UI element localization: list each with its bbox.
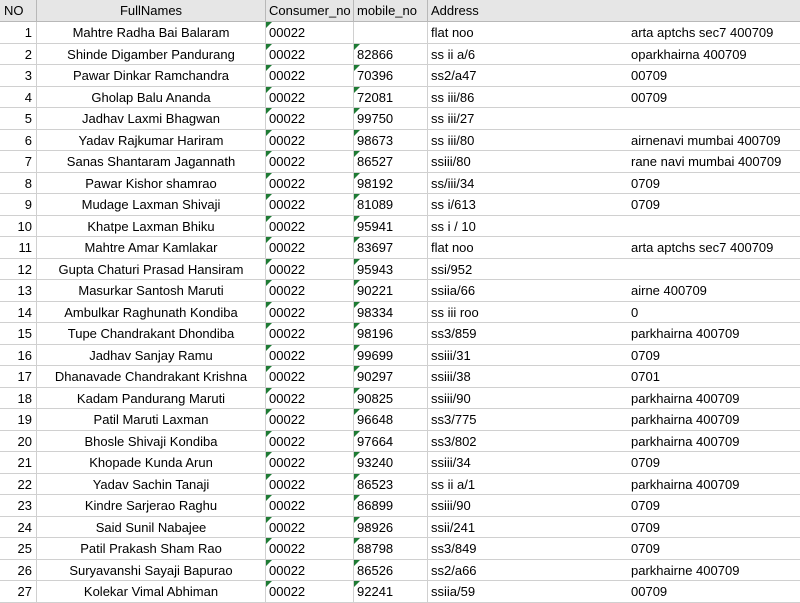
number-as-text-warning-icon: [266, 431, 272, 437]
consumer-no-cell[interactable]: [266, 366, 354, 388]
number-as-text-warning-icon: [354, 130, 360, 136]
row-number-cell[interactable]: 24: [0, 517, 37, 539]
consumer-no-text: 00022: [269, 584, 306, 599]
row-number-cell[interactable]: 26: [0, 560, 37, 582]
address-end-text: 0709: [631, 175, 660, 191]
row-number-cell[interactable]: 9: [0, 194, 37, 216]
address-cell[interactable]: [428, 302, 800, 324]
address-cell[interactable]: [428, 280, 800, 302]
fullname-cell[interactable]: Yadav Sachin Tanaji: [37, 474, 266, 496]
address-start-text: ssiii/34: [431, 455, 471, 470]
address-cell[interactable]: [428, 345, 800, 367]
row-number-cell[interactable]: 20: [0, 431, 37, 453]
number-as-text-warning-icon: [354, 173, 360, 179]
mobile-no-cell[interactable]: [354, 581, 428, 603]
consumer-no-text: 00022: [269, 498, 306, 513]
number-as-text-warning-icon: [354, 452, 360, 458]
fullname-cell[interactable]: Yadav Rajkumar Hariram: [37, 130, 266, 152]
address-start-text: ssiii/80: [431, 154, 471, 169]
address-cell[interactable]: [428, 65, 800, 87]
consumer-no-text: 00022: [269, 111, 306, 126]
fullname-cell[interactable]: Kadam Pandurang Maruti: [37, 388, 266, 410]
consumer-no-text: 00022: [269, 541, 306, 556]
address-cell[interactable]: [428, 194, 800, 216]
address-end-text: 0709: [631, 519, 660, 535]
mobile-no-text: 86899: [357, 498, 394, 513]
address-end-text: 0701: [631, 369, 660, 384]
consumer-no-cell[interactable]: [266, 280, 354, 302]
number-as-text-warning-icon: [266, 130, 272, 136]
address-cell[interactable]: [428, 237, 800, 259]
consumer-no-cell[interactable]: [266, 495, 354, 517]
number-as-text-warning-icon: [266, 44, 272, 50]
consumer-no-cell[interactable]: [266, 581, 354, 603]
fullname-cell[interactable]: Tupe Chandrakant Dhondiba: [37, 323, 266, 345]
mobile-no-text: 82866: [357, 46, 394, 62]
mobile-no-text: 96648: [357, 412, 394, 427]
consumer-no-cell[interactable]: [266, 452, 354, 474]
mobile-no-cell[interactable]: [354, 388, 428, 410]
consumer-no-cell[interactable]: [266, 302, 354, 324]
address-cell[interactable]: [428, 44, 800, 66]
consumer-no-text: 00022: [269, 326, 306, 341]
mobile-no-cell[interactable]: [354, 409, 428, 431]
consumer-no-cell[interactable]: [266, 108, 354, 130]
mobile-no-text: 93240: [357, 455, 394, 470]
address-start-text: ss2/a66: [431, 562, 477, 578]
address-end-text: 0709: [631, 455, 660, 470]
consumer-no-cell[interactable]: [266, 22, 354, 44]
address-start-text: ss3/859: [431, 326, 477, 341]
number-as-text-warning-icon: [266, 151, 272, 157]
fullname-cell[interactable]: Pawar Dinkar Ramchandra: [37, 65, 266, 87]
number-as-text-warning-icon: [266, 323, 272, 329]
mobile-no-text: 97664: [357, 433, 394, 449]
consumer-no-text: 00022: [269, 304, 306, 320]
mobile-no-cell[interactable]: [354, 173, 428, 195]
number-as-text-warning-icon: [266, 495, 272, 501]
number-as-text-warning-icon: [266, 517, 272, 523]
address-end-text: 0709: [631, 498, 660, 513]
consumer-no-cell[interactable]: [266, 517, 354, 539]
address-cell[interactable]: [428, 173, 800, 195]
mobile-no-text: 86527: [357, 154, 394, 169]
address-start-text: ssi/952: [431, 261, 473, 277]
mobile-no-text: 95941: [357, 218, 394, 234]
number-as-text-warning-icon: [354, 345, 360, 351]
address-start-text: ssiia/59: [431, 584, 476, 599]
consumer-no-cell[interactable]: [266, 259, 354, 281]
consumer-no-text: 00022: [269, 412, 306, 427]
address-end-text: arta aptchs sec7 400709: [631, 240, 774, 255]
mobile-no-cell[interactable]: [354, 87, 428, 109]
address-end-text: oparkhairna 400709: [631, 46, 747, 62]
consumer-no-cell[interactable]: [266, 194, 354, 216]
row-number-cell[interactable]: 11: [0, 237, 37, 259]
consumer-no-cell[interactable]: [266, 538, 354, 560]
address-end-text: arta aptchs sec7 400709: [631, 25, 774, 40]
number-as-text-warning-icon: [354, 216, 360, 222]
number-as-text-warning-icon: [354, 108, 360, 114]
number-as-text-warning-icon: [266, 409, 272, 415]
address-start-text: ss ii a/6: [431, 46, 476, 62]
number-as-text-warning-icon: [354, 280, 360, 286]
address-start-text: ss i/613: [431, 197, 476, 212]
number-as-text-warning-icon: [354, 302, 360, 308]
address-cell[interactable]: [428, 388, 800, 410]
consumer-no-text: 00022: [269, 390, 306, 406]
fullname-cell[interactable]: Sanas Shantaram Jagannath: [37, 151, 266, 173]
address-start-text: ss3/849: [431, 541, 477, 556]
number-as-text-warning-icon: [354, 194, 360, 200]
consumer-no-text: 00022: [269, 46, 306, 62]
fullname-cell[interactable]: Masurkar Santosh Maruti: [37, 280, 266, 302]
number-as-text-warning-icon: [354, 259, 360, 265]
mobile-no-text: 98334: [357, 304, 394, 320]
mobile-no-text: 81089: [357, 197, 394, 212]
number-as-text-warning-icon: [354, 151, 360, 157]
fullname-cell[interactable]: Said Sunil Nabajee: [37, 517, 266, 539]
row-number-cell[interactable]: 8: [0, 173, 37, 195]
mobile-no-cell[interactable]: [354, 280, 428, 302]
row-number-cell[interactable]: 12: [0, 259, 37, 281]
number-as-text-warning-icon: [266, 452, 272, 458]
number-as-text-warning-icon: [266, 388, 272, 394]
fullname-cell[interactable]: Kindre Sarjerao Raghu: [37, 495, 266, 517]
consumer-no-cell[interactable]: [266, 388, 354, 410]
address-end-text: 00709: [631, 68, 668, 83]
mobile-no-cell[interactable]: [354, 259, 428, 281]
address-end-text: airnenavi mumbai 400709: [631, 132, 781, 148]
address-start-text: ss ii a/1: [431, 476, 476, 492]
number-as-text-warning-icon: [266, 366, 272, 372]
row-number-cell[interactable]: 16: [0, 345, 37, 367]
row-number-cell[interactable]: 14: [0, 302, 37, 324]
number-as-text-warning-icon: [354, 517, 360, 523]
mobile-no-text: 98196: [357, 326, 394, 341]
mobile-no-text: 90221: [357, 283, 394, 298]
mobile-no-cell[interactable]: [354, 108, 428, 130]
fullname-cell[interactable]: Mudage Laxman Shivaji: [37, 194, 266, 216]
address-start-text: ss iii roo: [431, 304, 479, 320]
mobile-no-cell[interactable]: [354, 345, 428, 367]
number-as-text-warning-icon: [266, 216, 272, 222]
mobile-no-cell[interactable]: [354, 44, 428, 66]
consumer-no-text: 00022: [269, 433, 306, 449]
row-number-cell[interactable]: 25: [0, 538, 37, 560]
mobile-no-text: 70396: [357, 68, 394, 83]
address-cell[interactable]: [428, 560, 800, 582]
number-as-text-warning-icon: [266, 345, 272, 351]
number-as-text-warning-icon: [266, 538, 272, 544]
fullname-cell[interactable]: Shinde Digamber Pandurang: [37, 44, 266, 66]
consumer-no-text: 00022: [269, 175, 306, 191]
address-end-text: parkhairna 400709: [631, 412, 740, 427]
number-as-text-warning-icon: [266, 65, 272, 71]
address-end-text: parkhairne 400709: [631, 562, 740, 578]
row-number-cell[interactable]: 18: [0, 388, 37, 410]
address-cell[interactable]: [428, 323, 800, 345]
number-as-text-warning-icon: [266, 87, 272, 93]
row-number-cell[interactable]: 13: [0, 280, 37, 302]
mobile-no-cell[interactable]: [354, 194, 428, 216]
fullname-cell[interactable]: Suryavanshi Sayaji Bapurao: [37, 560, 266, 582]
address-start-text: ssiia/66: [431, 283, 476, 298]
row-number-cell[interactable]: 4: [0, 87, 37, 109]
number-as-text-warning-icon: [354, 560, 360, 566]
mobile-no-cell[interactable]: [354, 65, 428, 87]
number-as-text-warning-icon: [266, 259, 272, 265]
number-as-text-warning-icon: [266, 280, 272, 286]
consumer-no-cell[interactable]: [266, 173, 354, 195]
consumer-no-text: 00022: [269, 519, 306, 535]
address-end-text: 0709: [631, 541, 660, 556]
consumer-no-cell[interactable]: [266, 560, 354, 582]
fullname-cell[interactable]: Jadhav Laxmi Bhagwan: [37, 108, 266, 130]
consumer-no-cell[interactable]: [266, 409, 354, 431]
fullname-cell[interactable]: Pawar Kishor shamrao: [37, 173, 266, 195]
mobile-no-cell[interactable]: [354, 323, 428, 345]
consumer-no-cell[interactable]: [266, 44, 354, 66]
number-as-text-warning-icon: [266, 173, 272, 179]
column-header-consumer-no[interactable]: Consumer_no: [266, 0, 354, 22]
row-number-cell[interactable]: 27: [0, 581, 37, 603]
mobile-no-cell[interactable]: [354, 538, 428, 560]
consumer-no-text: 00022: [269, 197, 306, 212]
number-as-text-warning-icon: [354, 323, 360, 329]
consumer-no-cell[interactable]: [266, 474, 354, 496]
number-as-text-warning-icon: [354, 538, 360, 544]
number-as-text-warning-icon: [354, 87, 360, 93]
address-start-text: ss/iii/34: [431, 175, 475, 191]
address-end-text: parkhairna 400709: [631, 326, 740, 341]
consumer-no-cell[interactable]: [266, 237, 354, 259]
mobile-no-cell[interactable]: [354, 431, 428, 453]
consumer-no-text: 00022: [269, 240, 306, 255]
row-number-cell[interactable]: 19: [0, 409, 37, 431]
consumer-no-cell[interactable]: [266, 216, 354, 238]
consumer-no-text: 00022: [269, 283, 306, 298]
mobile-no-text: 99750: [357, 111, 394, 126]
number-as-text-warning-icon: [354, 474, 360, 480]
fullname-cell[interactable]: Mahtre Radha Bai Balaram: [37, 22, 266, 44]
consumer-no-text: 00022: [269, 347, 306, 363]
fullname-cell[interactable]: Mahtre Amar Kamlakar: [37, 237, 266, 259]
mobile-no-text: 83697: [357, 240, 394, 255]
fullname-cell[interactable]: Dhanavade Chandrakant Krishna: [37, 366, 266, 388]
address-start-text: ssiii/90: [431, 498, 471, 513]
fullname-cell[interactable]: Jadhav Sanjay Ramu: [37, 345, 266, 367]
address-start-text: flat noo: [431, 240, 474, 255]
mobile-no-text: 92241: [357, 584, 394, 599]
consumer-no-cell[interactable]: [266, 323, 354, 345]
address-cell[interactable]: [428, 474, 800, 496]
row-number-cell[interactable]: 7: [0, 151, 37, 173]
address-start-text: ssiii/38: [431, 369, 471, 384]
address-cell[interactable]: [428, 216, 800, 238]
consumer-no-text: 00022: [269, 218, 306, 234]
consumer-no-text: 00022: [269, 68, 306, 83]
fullname-cell[interactable]: Kolekar Vimal Abhiman: [37, 581, 266, 603]
number-as-text-warning-icon: [354, 431, 360, 437]
row-number-cell[interactable]: 22: [0, 474, 37, 496]
column-header-mobile-no[interactable]: mobile_no: [354, 0, 428, 22]
number-as-text-warning-icon: [354, 65, 360, 71]
consumer-no-text: 00022: [269, 369, 306, 384]
consumer-no-text: 00022: [269, 455, 306, 470]
number-as-text-warning-icon: [266, 474, 272, 480]
mobile-no-cell[interactable]: [354, 495, 428, 517]
number-as-text-warning-icon: [354, 409, 360, 415]
consumer-no-text: 00022: [269, 261, 306, 277]
fullname-cell[interactable]: Patil Maruti Laxman: [37, 409, 266, 431]
mobile-no-cell[interactable]: [354, 22, 428, 44]
column-header-address[interactable]: Address: [428, 0, 800, 22]
row-number-cell[interactable]: 1: [0, 22, 37, 44]
number-as-text-warning-icon: [354, 237, 360, 243]
number-as-text-warning-icon: [354, 495, 360, 501]
row-number-cell[interactable]: 6: [0, 130, 37, 152]
fullname-cell[interactable]: Khopade Kunda Arun: [37, 452, 266, 474]
address-start-text: ss iii/80: [431, 132, 475, 148]
mobile-no-cell[interactable]: [354, 452, 428, 474]
number-as-text-warning-icon: [266, 237, 272, 243]
address-start-text: ss i / 10: [431, 218, 476, 234]
number-as-text-warning-icon: [266, 108, 272, 114]
consumer-no-cell[interactable]: [266, 431, 354, 453]
mobile-no-cell[interactable]: [354, 517, 428, 539]
consumer-no-cell[interactable]: [266, 151, 354, 173]
address-end-text: parkhairna 400709: [631, 476, 740, 492]
mobile-no-cell[interactable]: [354, 366, 428, 388]
mobile-no-text: 86523: [357, 476, 394, 492]
address-cell[interactable]: [428, 452, 800, 474]
address-start-text: ss3/802: [431, 433, 477, 449]
mobile-no-text: 88798: [357, 541, 394, 556]
mobile-no-text: 98192: [357, 175, 394, 191]
mobile-no-text: 95943: [357, 261, 394, 277]
address-end-text: 0: [631, 304, 639, 320]
fullname-cell[interactable]: Khatpe Laxman Bhiku: [37, 216, 266, 238]
consumer-no-text: 00022: [269, 154, 306, 169]
consumer-no-text: 00022: [269, 89, 306, 105]
fullname-cell[interactable]: Gupta Chaturi Prasad Hansiram: [37, 259, 266, 281]
number-as-text-warning-icon: [266, 194, 272, 200]
number-as-text-warning-icon: [354, 388, 360, 394]
address-cell[interactable]: [428, 366, 800, 388]
fullname-cell[interactable]: Bhosle Shivaji Kondiba: [37, 431, 266, 453]
consumer-no-cell[interactable]: [266, 65, 354, 87]
consumer-no-text: 00022: [269, 562, 306, 578]
fullname-cell[interactable]: Patil Prakash Sham Rao: [37, 538, 266, 560]
address-cell[interactable]: [428, 151, 800, 173]
mobile-no-cell[interactable]: [354, 560, 428, 582]
number-as-text-warning-icon: [354, 366, 360, 372]
address-end-text: rane navi mumbai 400709: [631, 154, 782, 169]
address-end-text: parkhairna 400709: [631, 390, 740, 406]
address-end-text: parkhairna 400709: [631, 433, 740, 449]
address-end-text: 00709: [631, 89, 668, 105]
address-end-text: airne 400709: [631, 283, 707, 298]
mobile-no-cell[interactable]: [354, 237, 428, 259]
number-as-text-warning-icon: [354, 581, 360, 587]
row-number-cell[interactable]: 15: [0, 323, 37, 345]
address-start-text: ssiii/90: [431, 390, 471, 406]
mobile-no-text: 90825: [357, 390, 394, 406]
address-start-text: ss iii/86: [431, 89, 475, 105]
number-as-text-warning-icon: [266, 22, 272, 28]
consumer-no-cell[interactable]: [266, 87, 354, 109]
address-start-text: ss2/a47: [431, 68, 477, 83]
address-cell[interactable]: [428, 431, 800, 453]
mobile-no-text: 98673: [357, 132, 394, 148]
address-cell[interactable]: [428, 130, 800, 152]
column-header-fullnames[interactable]: FullNames: [37, 0, 266, 22]
column-header-no[interactable]: NO: [0, 0, 37, 22]
address-start-text: ss3/775: [431, 412, 477, 427]
address-cell[interactable]: [428, 108, 800, 130]
consumer-no-cell[interactable]: [266, 130, 354, 152]
address-start-text: flat noo: [431, 25, 474, 40]
mobile-no-text: 98926: [357, 519, 394, 535]
consumer-no-text: 00022: [269, 476, 306, 492]
address-end-text: 0709: [631, 347, 660, 363]
mobile-no-cell[interactable]: [354, 302, 428, 324]
number-as-text-warning-icon: [266, 302, 272, 308]
row-number-cell[interactable]: 21: [0, 452, 37, 474]
number-as-text-warning-icon: [266, 581, 272, 587]
consumer-no-cell[interactable]: [266, 345, 354, 367]
row-number-cell[interactable]: 23: [0, 495, 37, 517]
address-cell[interactable]: [428, 409, 800, 431]
mobile-no-cell[interactable]: [354, 216, 428, 238]
row-number-cell[interactable]: 5: [0, 108, 37, 130]
consumer-no-text: 00022: [269, 132, 306, 148]
address-end-text: 0709: [631, 197, 660, 212]
row-number-cell[interactable]: 3: [0, 65, 37, 87]
address-start-text: ssii/241: [431, 519, 476, 535]
address-cell[interactable]: [428, 87, 800, 109]
address-start-text: ssiii/31: [431, 347, 471, 363]
row-number-cell[interactable]: 10: [0, 216, 37, 238]
fullname-cell[interactable]: Gholap Balu Ananda: [37, 87, 266, 109]
address-cell[interactable]: [428, 581, 800, 603]
row-number-cell[interactable]: 2: [0, 44, 37, 66]
mobile-no-text: 90297: [357, 369, 394, 384]
mobile-no-cell[interactable]: [354, 474, 428, 496]
row-number-cell[interactable]: 17: [0, 366, 37, 388]
address-cell[interactable]: [428, 22, 800, 44]
mobile-no-text: 72081: [357, 89, 394, 105]
address-cell[interactable]: [428, 259, 800, 281]
address-end-text: 00709: [631, 584, 668, 599]
number-as-text-warning-icon: [266, 560, 272, 566]
address-cell[interactable]: [428, 538, 800, 560]
mobile-no-text: 86526: [357, 562, 394, 578]
mobile-no-cell[interactable]: [354, 130, 428, 152]
address-start-text: ss iii/27: [431, 111, 475, 126]
fullname-cell[interactable]: Ambulkar Raghunath Kondiba: [37, 302, 266, 324]
mobile-no-text: 99699: [357, 347, 394, 363]
consumer-no-text: 00022: [269, 25, 306, 40]
address-cell[interactable]: [428, 517, 800, 539]
address-cell[interactable]: [428, 495, 800, 517]
number-as-text-warning-icon: [354, 44, 360, 50]
mobile-no-cell[interactable]: [354, 151, 428, 173]
